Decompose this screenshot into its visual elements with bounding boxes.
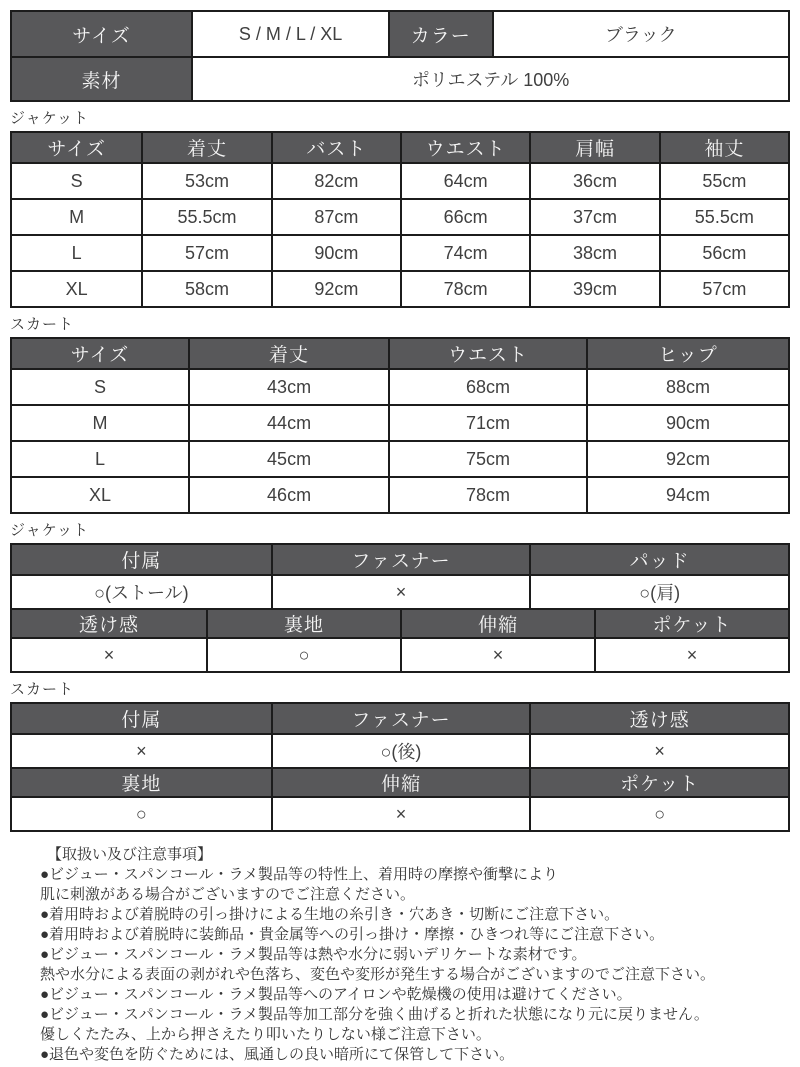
- table-cell: 94cm: [586, 476, 788, 512]
- jacket-section-label: ジャケット: [10, 110, 89, 127]
- header-cell: 袖丈: [659, 133, 788, 162]
- table-row: [12, 56, 788, 100]
- table-row: [12, 637, 788, 671]
- skirt-section-label: スカート: [10, 681, 75, 698]
- header-cell: ファスナー: [271, 704, 530, 733]
- header-cell: 透け感: [12, 608, 206, 637]
- table-cell: ×: [271, 574, 530, 608]
- jacket-size-table: [10, 131, 790, 308]
- table-cell: 43cm: [188, 368, 388, 404]
- note-line: ●ビジュー・スパンコール・ラメ製品等の特性上、着用時の摩擦や衝撃により: [40, 866, 559, 883]
- table-cell: 36cm: [529, 162, 658, 198]
- table-cell: ○: [12, 796, 271, 830]
- note-line: ●着用時および着脱時の引っ掛けによる生地の糸引き・穴あき・切断にご注意下さい。: [40, 906, 620, 923]
- table-cell: 90cm: [271, 234, 400, 270]
- jacket-feature-table: [10, 543, 790, 673]
- header-cell: ポケット: [594, 608, 788, 637]
- table-row: [12, 440, 788, 476]
- table-cell: M: [12, 198, 141, 234]
- table-cell: 74cm: [400, 234, 529, 270]
- header-cell: ウエスト: [388, 339, 586, 368]
- table-row: [12, 574, 788, 608]
- table-cell: 82cm: [271, 162, 400, 198]
- table-cell: 87cm: [271, 198, 400, 234]
- table-cell: L: [12, 440, 188, 476]
- note-line: ●ビジュー・スパンコール・ラメ製品等へのアイロンや乾燥機の使用は避けてください。: [40, 986, 632, 1003]
- header-cell: 伸縮: [400, 608, 594, 637]
- table-cell: 55cm: [659, 162, 788, 198]
- table-cell: 38cm: [529, 234, 658, 270]
- table-cell: ×: [12, 637, 206, 671]
- note-line: ●退色や変色を防ぐためには、風通しの良い暗所にて保管して下さい。: [40, 1046, 515, 1063]
- skirt-feature-table: [10, 702, 790, 832]
- color-label: カラー: [388, 12, 491, 56]
- table-header-row: [12, 133, 788, 162]
- table-row: [12, 162, 788, 198]
- table-row: [12, 270, 788, 306]
- table-row: [12, 234, 788, 270]
- table-cell: 78cm: [400, 270, 529, 306]
- table-cell: 56cm: [659, 234, 788, 270]
- note-line: ●ビジュー・スパンコール・ラメ製品等は熱や水分に弱いデリケートな素材です。: [40, 946, 587, 963]
- material-label: 素材: [12, 56, 191, 100]
- care-notes-title: 【取扱い及び注意事項】: [47, 846, 213, 863]
- table-row: [12, 368, 788, 404]
- table-cell: 78cm: [388, 476, 586, 512]
- table-cell: ×: [529, 733, 788, 767]
- header-cell: ポケット: [529, 767, 788, 796]
- header-cell: バスト: [271, 133, 400, 162]
- header-cell: 肩幅: [529, 133, 658, 162]
- size-label: サイズ: [12, 12, 191, 56]
- table-cell: M: [12, 404, 188, 440]
- note-line: ●ビジュー・スパンコール・ラメ製品等加工部分を強く曲げると折れた状態になり元に戻りません。: [40, 1006, 709, 1023]
- table-row: [12, 198, 788, 234]
- header-cell: 伸縮: [271, 767, 530, 796]
- header-cell: ファスナー: [271, 545, 530, 574]
- table-cell: 57cm: [141, 234, 270, 270]
- material-value: ポリエステル 100%: [191, 56, 788, 100]
- skirt-size-table: [10, 337, 790, 514]
- header-cell: 裏地: [206, 608, 400, 637]
- header-cell: 透け感: [529, 704, 788, 733]
- header-cell: ヒップ: [586, 339, 788, 368]
- table-cell: S: [12, 162, 141, 198]
- table-header-row: [12, 545, 788, 574]
- table-cell: 39cm: [529, 270, 658, 306]
- table-cell: ○: [529, 796, 788, 830]
- header-cell: サイズ: [12, 133, 141, 162]
- table-cell: ○(後): [271, 733, 530, 767]
- table-header-row: [12, 767, 788, 796]
- product-spec-table: [10, 10, 790, 102]
- table-cell: 44cm: [188, 404, 388, 440]
- table-cell: 92cm: [586, 440, 788, 476]
- table-header-row: [12, 608, 788, 637]
- table-cell: 53cm: [141, 162, 270, 198]
- table-row: [12, 404, 788, 440]
- color-value: ブラック: [492, 12, 788, 56]
- table-cell: L: [12, 234, 141, 270]
- note-line: 熱や水分による表面の剥がれや色落ち、変色や変形が発生する場合がございますのでご注意下さい。: [40, 966, 716, 983]
- table-cell: 90cm: [586, 404, 788, 440]
- note-line: 肌に刺激がある場合がございますのでご注意ください。: [40, 886, 416, 903]
- header-cell: ウエスト: [400, 133, 529, 162]
- size-value: S / M / L / XL: [191, 12, 388, 56]
- header-cell: 付属: [12, 704, 271, 733]
- table-cell: 55.5cm: [141, 198, 270, 234]
- table-row: [12, 476, 788, 512]
- table-row: [12, 796, 788, 830]
- header-cell: 裏地: [12, 767, 271, 796]
- header-cell: 着丈: [141, 133, 270, 162]
- table-cell: ○(ストール): [12, 574, 271, 608]
- table-cell: ○: [206, 637, 400, 671]
- note-line: ●着用時および着脱時に装飾品・貴金属等への引っ掛け・摩擦・ひきつれ等にご注意下さい。: [40, 926, 665, 943]
- header-cell: 付属: [12, 545, 271, 574]
- table-cell: 92cm: [271, 270, 400, 306]
- table-cell: ×: [594, 637, 788, 671]
- table-cell: 45cm: [188, 440, 388, 476]
- table-cell: ×: [400, 637, 594, 671]
- care-notes: [10, 845, 790, 1065]
- table-cell: 58cm: [141, 270, 270, 306]
- table-cell: 71cm: [388, 404, 586, 440]
- skirt-section-label: スカート: [10, 316, 75, 333]
- table-cell: 46cm: [188, 476, 388, 512]
- table-cell: 37cm: [529, 198, 658, 234]
- header-cell: サイズ: [12, 339, 188, 368]
- table-cell: 64cm: [400, 162, 529, 198]
- table-cell: 75cm: [388, 440, 586, 476]
- table-row: [12, 12, 788, 56]
- table-header-row: [12, 339, 788, 368]
- table-cell: S: [12, 368, 188, 404]
- table-cell: 66cm: [400, 198, 529, 234]
- table-cell: 88cm: [586, 368, 788, 404]
- table-row: [12, 733, 788, 767]
- jacket-section-label: ジャケット: [10, 522, 89, 539]
- table-cell: ×: [12, 733, 271, 767]
- header-cell: 着丈: [188, 339, 388, 368]
- table-cell: 55.5cm: [659, 198, 788, 234]
- table-cell: XL: [12, 270, 141, 306]
- table-cell: 68cm: [388, 368, 586, 404]
- table-cell: ○(肩): [529, 574, 788, 608]
- table-header-row: [12, 704, 788, 733]
- header-cell: パッド: [529, 545, 788, 574]
- table-cell: ×: [271, 796, 530, 830]
- table-cell: 57cm: [659, 270, 788, 306]
- table-cell: XL: [12, 476, 188, 512]
- note-line: 優しくたたみ、上から押さえたり叩いたりしない様ご注意下さい。: [40, 1026, 491, 1043]
